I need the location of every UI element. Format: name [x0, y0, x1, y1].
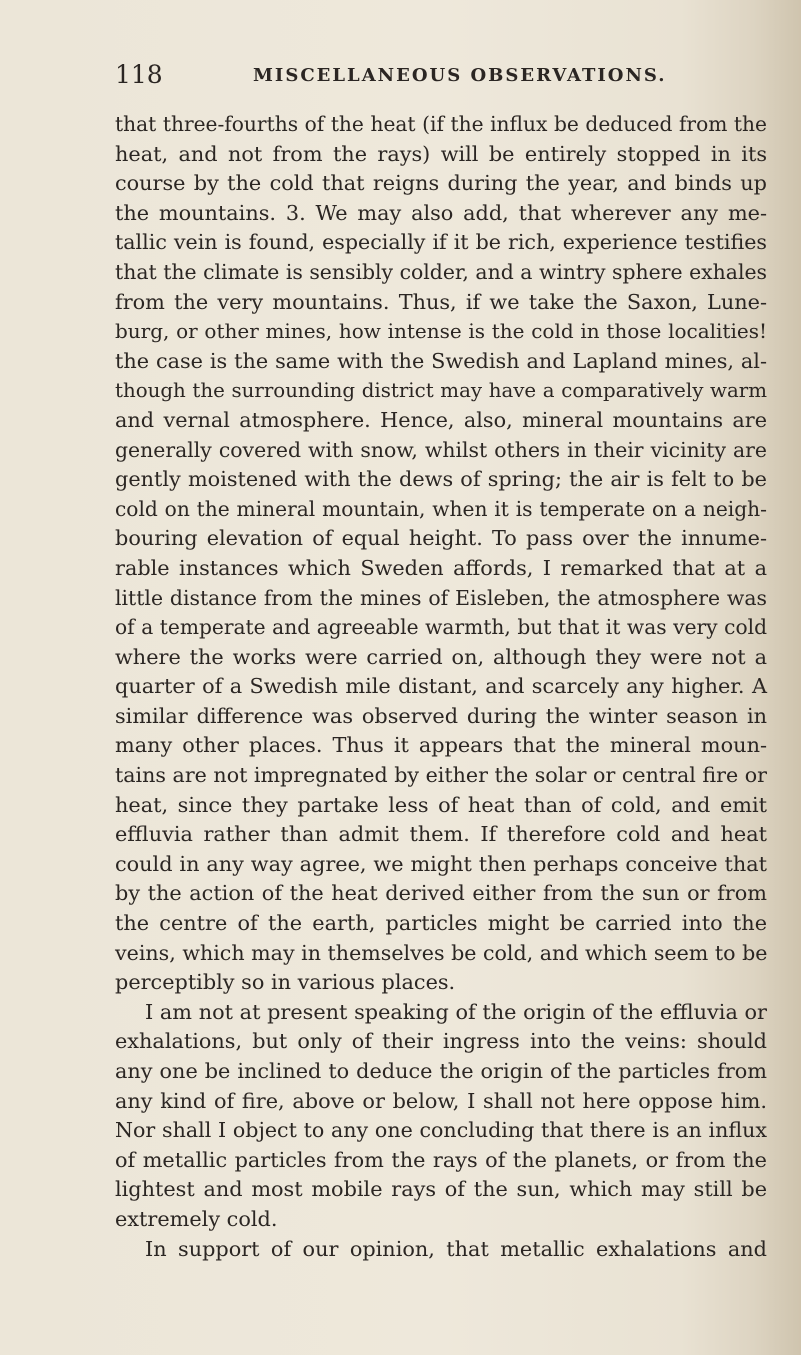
text-line: from the very mountains. Thus, if we take the Saxon, Lune- [115, 289, 767, 314]
text-line: Nor shall I object to any one concluding that there is an influx [115, 1118, 767, 1143]
text-line: the centre of the earth, particles might be carried into the [115, 911, 767, 936]
text-line: little distance from the mines of Eisleben, the atmosphere was [115, 585, 767, 610]
text-line: tallic vein is found, especially if it be rich, experience testifies [115, 230, 767, 255]
text-line: similar difference was observed during the winter season in [115, 703, 767, 728]
text-line: of metallic particles from the rays of the planets, or from the [115, 1147, 767, 1172]
text-line: exhalations, but only of their ingress into the veins: should [115, 1029, 767, 1054]
text-line: heat, and not from the rays) will be entirely stopped in its [115, 141, 767, 166]
text-line: lightest and most mobile rays of the sun, which may still be [115, 1177, 767, 1202]
text-line: quarter of a Swedish mile distant, and scarcely any higher. A [115, 674, 767, 699]
text-line: extremely cold. [115, 1206, 278, 1231]
text-line: could in any way agree, we might then perhaps conceive that [115, 851, 767, 876]
text-line: that three-fourths of the heat (if the influx be deduced from the [115, 112, 767, 136]
text-line: by the action of the heat derived either from the sun or from [115, 881, 767, 906]
text-line: where the works were carried on, although they were not a [115, 644, 767, 669]
text-line: bouring elevation of equal height. To pass over the innume- [115, 526, 767, 551]
page-number: 118 [115, 60, 163, 89]
text-line: though the surrounding district may have a comparatively warm [115, 379, 767, 403]
text-line: any one be inclined to deduce the origin of the particles from [115, 1059, 767, 1083]
text-line: cold on the mineral mountain, when it is temperate on a neigh- [115, 496, 767, 521]
text-line: perceptibly so in various places. [115, 970, 456, 995]
text-line: effluvia rather than admit them. If therefore cold and heat [115, 822, 767, 847]
text-line: gently moistened with the dews of spring; the air is felt to be [115, 467, 767, 492]
text-line: I am not at present speaking of the origin of the effluvia or [145, 999, 767, 1024]
text-line: that the climate is sensibly colder, and a wintry sphere exhales [115, 259, 767, 284]
text-line: veins, which may in themselves be cold, and which seem to be [115, 940, 768, 965]
text-line: course by the cold that reigns during the year, and binds up [115, 171, 767, 196]
text-line: many other places. Thus it appears that the mineral moun- [115, 733, 767, 758]
text-line: any kind of fire, above or below, I shall not here oppose him. [115, 1088, 767, 1113]
text-line: rable instances which Sweden affords, I remarked that at a [115, 555, 767, 580]
text-line: the mountains. 3. We may also add, that wherever any me- [115, 200, 767, 225]
text-line: of a temperate and agreeable warmth, but that it was very cold [115, 615, 767, 640]
text-line: the case is the same with the Swedish and Lapland mines, al- [115, 348, 767, 373]
running-head [115, 60, 755, 90]
body-text [115, 110, 767, 1264]
running-title: MISCELLANEOUS OBSERVATIONS. [253, 65, 667, 86]
text-line: generally covered with snow, whilst others in their vicinity are [115, 437, 767, 462]
text-line: heat, since they partake less of heat than of cold, and emit [115, 792, 767, 817]
text-line: tains are not impregnated by either the solar or central fire or [115, 763, 767, 788]
text-line: In support of our opinion, that metallic exhalations and [145, 1236, 767, 1261]
text-line: and vernal atmosphere. Hence, also, mineral mountains are [115, 407, 767, 432]
text-line: burg, or other mines, how intense is the cold in those localities! [115, 319, 767, 344]
